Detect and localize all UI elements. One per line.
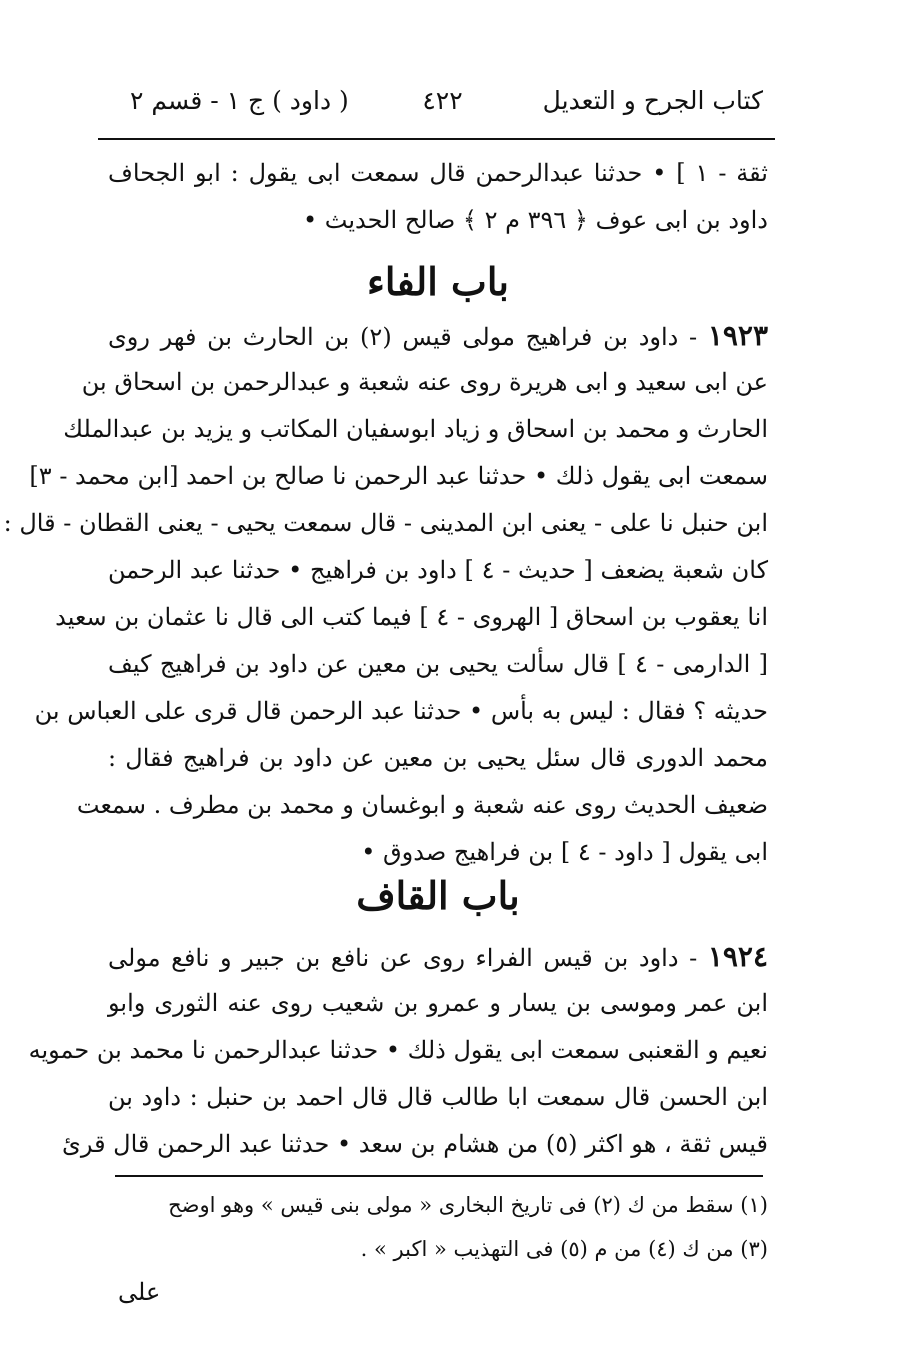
text-line: نعيم و القعنبى سمعت ابى يقول ذلك • حدثنا عبدالرحمن نا محمد بن حمويه xyxy=(28,1036,768,1064)
header-rule xyxy=(98,138,775,140)
text-line: سمعت ابى يقول ذلك • حدثنا عبد الرحمن نا صالح بن احمد [ابن محمد - ٣] xyxy=(29,462,768,490)
header-title: كتاب الجرح و التعديل xyxy=(542,86,763,115)
footnote-rule xyxy=(115,1175,763,1177)
text-line: محمد الدورى قال سئل يحيى بن معين عن داود بن فراهيج فقال : xyxy=(108,744,768,772)
text-line: انا يعقوب بن اسحاق [ الهروى - ٤ ] فيما كتب الى قال نا عثمان بن سعيد xyxy=(55,603,768,631)
text-line: ابى يقول [ داود - ٤ ] بن فراهيج صدوق • xyxy=(361,838,768,866)
text-line: كان شعبة يضعف [ حديث - ٤ ] داود بن فراهيج • حدثنا عبد الرحمن xyxy=(108,556,769,584)
text-line: ثقة - ١ ] • حدثنا عبدالرحمن قال سمعت ابى يقول : ابو الجحاف xyxy=(108,159,768,187)
text-line: ابن حنبل نا على - يعنى ابن المدينى - قال سمعت يحيى - يعنى القطان - قال : xyxy=(3,509,768,537)
intro-paragraph xyxy=(108,150,768,244)
entry-1923 xyxy=(3,312,769,876)
text-line: [ الدارمى - ٤ ] قال سألت يحيى بن معين عن داود بن فراهيج كيف xyxy=(108,650,768,678)
text-line: ابن عمر وموسى بن يسار و عمرو بن شعيب روى عنه الثورى وابو xyxy=(108,989,768,1017)
text-line: ١٩٢٤ - داود بن قيس الفراء روى عن نافع بن جبير و نافع مولى xyxy=(108,940,768,973)
footnote-line: (١) سقط من ك (٢) فى تاريخ البخارى « مولى بنى قيس » وهو اوضح xyxy=(168,1193,768,1217)
entry-1924 xyxy=(28,933,768,1168)
section-heading-fa: باب الفاء xyxy=(367,259,509,304)
text-line: الحارث و محمد بن اسحاق و زياد ابوسفيان المكاتب و يزيد بن عبدالملك xyxy=(63,415,768,443)
entry-number: ١٩٢٣ xyxy=(707,319,768,352)
footnote-line: (٣) من ك (٤) من م (٥) فى التهذيب « اكبر » . xyxy=(360,1237,768,1261)
text-line: ضعيف الحديث روى عنه شعبة و ابوغسان و محمد بن مطرف . سمعت xyxy=(76,791,768,819)
text-line: حديثه ؟ فقال : ليس به بأس • حدثنا عبد الرحمن قال قرى على العباس بن xyxy=(34,697,768,725)
catchword: على xyxy=(118,1278,161,1306)
text-line: ١٩٢٣ - داود بن فراهيج مولى قيس (٢) بن الحارث بن فهر روى xyxy=(108,319,768,352)
text-line: داود بن ابى عوف ﴿ ٣٩٦ م ٢ ﴾ صالح الحديث • xyxy=(303,206,768,234)
header-volume: ( داود ) ج ١ - قسم ٢ xyxy=(130,86,349,115)
section-heading-qaf: باب القاف xyxy=(356,873,520,918)
text-line: عن ابى سعيد و ابى هريرة روى عنه شعبة و عبدالرحمن بن اسحاق بن xyxy=(81,368,768,396)
entry-number: ١٩٢٤ xyxy=(707,940,768,973)
page-number: ٤٢٢ xyxy=(422,86,463,115)
text-line: ابن الحسن قال سمعت ابا طالب قال قال احمد بن حنبل : داود بن xyxy=(108,1083,768,1111)
text-line: قيس ثقة ، هو اكثر (٥) من هشام بن سعد • حدثنا عبد الرحمن قال قرئ xyxy=(62,1130,768,1158)
running-header xyxy=(110,80,775,138)
footnotes xyxy=(108,1183,768,1271)
